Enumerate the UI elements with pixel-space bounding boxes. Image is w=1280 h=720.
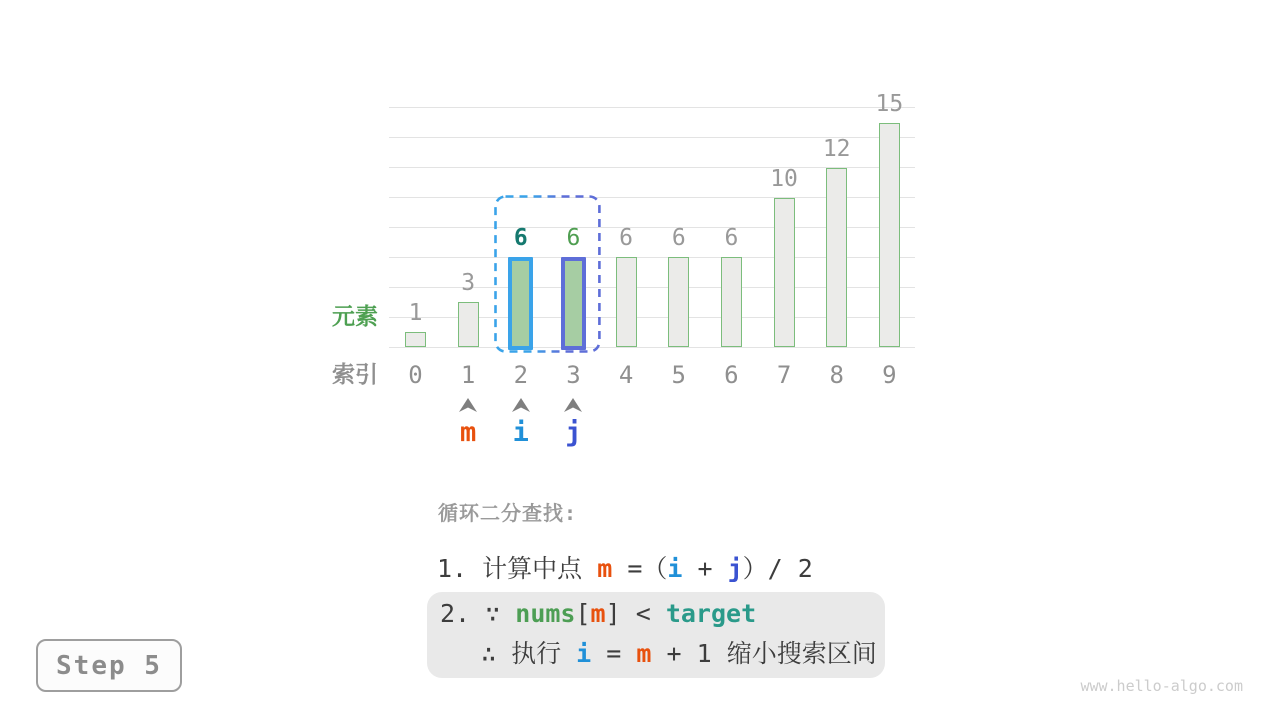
index-label: 5 xyxy=(671,361,686,389)
bar-value-label: 1 xyxy=(408,300,423,326)
index-label: 7 xyxy=(776,361,792,389)
pointer-label-i: i xyxy=(512,417,529,448)
text-segment: target xyxy=(665,599,757,628)
bar xyxy=(826,168,847,347)
text-segment: 2. ∵ xyxy=(440,599,516,628)
explanation-heading: 循环二分查找: xyxy=(438,501,578,525)
index-axis-label: 索引 xyxy=(332,362,378,388)
pointer-arrow-icon xyxy=(512,398,530,413)
index-label: 2 xyxy=(513,361,529,389)
bar-value-label: 15 xyxy=(875,91,904,117)
step-badge xyxy=(36,639,182,692)
text-segment: =（ xyxy=(612,554,668,583)
text-segment: ∴ 执行 xyxy=(481,639,577,668)
bar-highlighted xyxy=(508,257,533,350)
pointer-label-m: m xyxy=(460,417,477,448)
bar xyxy=(405,332,426,347)
pointer-arrow-icon xyxy=(459,398,477,413)
index-label: 8 xyxy=(829,361,844,389)
index-label: 9 xyxy=(882,361,897,389)
step-badge-label: Step 5 xyxy=(56,650,162,681)
element-axis-label: 元素 xyxy=(332,304,378,330)
bar-value-label: 6 xyxy=(724,225,739,251)
bar-value-label: 6 xyxy=(671,225,686,251)
text-segment: ] < xyxy=(605,599,666,628)
index-label: 0 xyxy=(408,361,423,389)
text-segment: + xyxy=(682,554,728,583)
watermark: www.hello-algo.com xyxy=(1080,677,1243,695)
text-segment: = xyxy=(591,639,637,668)
explanation-step2-box xyxy=(427,592,885,678)
bar-value-label: 6 xyxy=(619,225,634,251)
bar-highlighted xyxy=(561,257,586,350)
bar-value-label: 6 xyxy=(566,225,581,251)
bar xyxy=(458,302,479,347)
text-segment: i xyxy=(667,554,683,583)
pointer-arrow-icon xyxy=(564,398,582,413)
gridline xyxy=(389,107,915,108)
text-segment: nums xyxy=(515,599,576,628)
bar-value-label: 10 xyxy=(770,166,798,192)
text-segment: + 1 缩小搜索区间 xyxy=(651,639,877,668)
text-segment: m xyxy=(636,639,652,668)
text-segment: [ xyxy=(575,599,591,628)
bar-value-label: 3 xyxy=(461,270,476,296)
text-segment: m xyxy=(590,599,606,628)
bar xyxy=(721,257,742,347)
text-segment: m xyxy=(597,554,613,583)
text-segment: 1. 计算中点 xyxy=(437,554,598,583)
bar xyxy=(774,198,795,347)
text-segment: j xyxy=(727,554,743,583)
bar xyxy=(879,123,900,347)
explanation-step2-line1 xyxy=(440,599,756,628)
gridline xyxy=(389,347,915,348)
index-label: 3 xyxy=(566,361,581,389)
bar-value-label: 6 xyxy=(513,225,528,251)
index-label: 4 xyxy=(618,361,634,389)
bar xyxy=(668,257,689,347)
explanation-step1-line xyxy=(437,549,813,585)
explanation-step2-line2 xyxy=(481,634,877,670)
bar-value-label: 12 xyxy=(822,136,851,162)
index-label: 6 xyxy=(724,361,739,389)
index-label: 1 xyxy=(460,361,476,389)
bar xyxy=(616,257,637,347)
pointer-label-j: j xyxy=(565,417,582,448)
text-segment: ）/ 2 xyxy=(742,554,813,583)
text-segment: i xyxy=(576,639,592,668)
